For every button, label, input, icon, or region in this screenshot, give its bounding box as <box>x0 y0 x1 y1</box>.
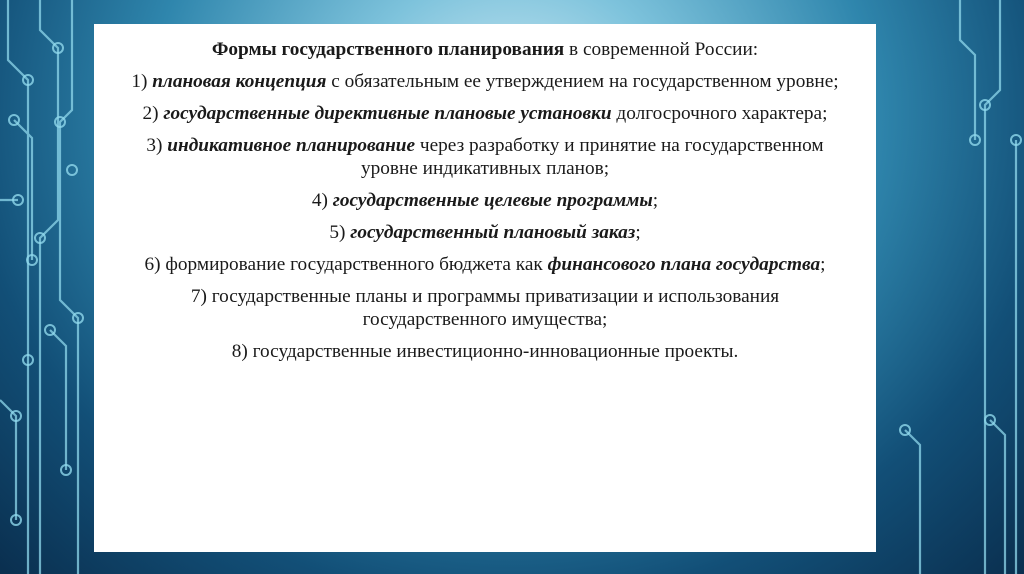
list-item: 8) государственные инвестиционно-инновационные проекты. <box>231 341 739 362</box>
list-item: 5) государственный плановый заказ; <box>329 222 641 243</box>
list-item: 1) плановая концепция с обязательным ее утверждением на государственном уровне; <box>131 71 839 92</box>
list-item: 4) государственные целевые программы; <box>311 190 659 211</box>
list-item: 3) индикативное планирование через разработку и принятие на государственном уровне индикативных планов; <box>146 135 824 179</box>
list-item: 6) формирование государственного бюджета как финансового плана государства; <box>144 254 826 275</box>
slide-heading: Формы государственного планирования в современной России: <box>211 39 759 60</box>
content-panel <box>94 24 876 552</box>
list-item: 2) государственные директивные плановые установки долгосрочного характера; <box>142 103 828 124</box>
list-item: 7) государственные планы и программы приватизации и использования государственного имущества; <box>190 286 780 330</box>
